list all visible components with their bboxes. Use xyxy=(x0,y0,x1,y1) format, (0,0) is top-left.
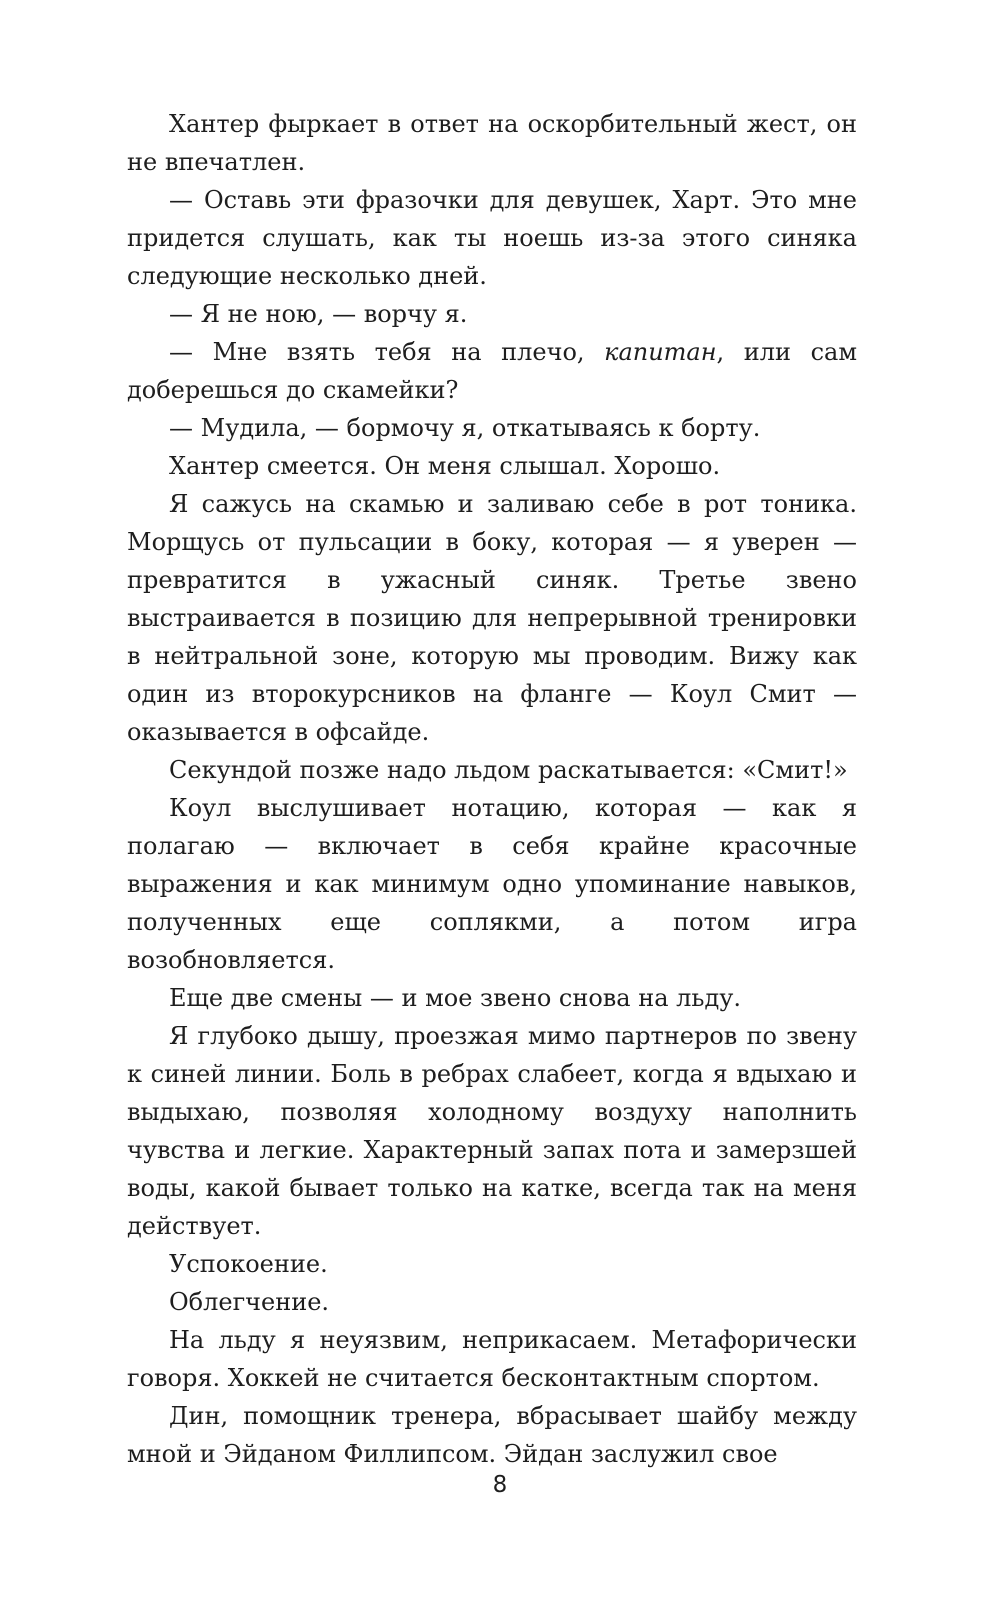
paragraph: — Я не ною, — ворчу я. xyxy=(169,300,468,328)
paragraph: Коул выслушивает нотацию, которая — как я полагаю — включает в себя крайне красочные выражения и как минимум одно упоминание навыков, полученных еще соплякми, а потом игра возобновляется. xyxy=(127,794,857,974)
italic-word: капитан xyxy=(604,338,717,366)
paragraph: Хантер смеется. Он меня слышал. Хорошо. xyxy=(169,452,721,480)
paragraph: Облегчение. xyxy=(169,1288,330,1316)
paragraph: — Мудила, — бормочу я, откатываясь к борту. xyxy=(169,414,761,442)
paragraph: Успокоение. xyxy=(169,1250,328,1278)
paragraph: Я глубоко дышу, проезжая мимо партнеров по звену к синей линии. Боль в ребрах слабеет, когда я вдыхаю и выдыхаю, позволяя холодному воздуху наполнить чувства и легкие. Характерный запах пота и замерзшей воды, какой бывает только на катке, всегда так на меня действует. xyxy=(127,1022,857,1240)
paragraph xyxy=(127,333,857,409)
text-run: — Мне взять тебя на плечо, xyxy=(169,338,605,366)
paragraph: — Оставь эти фразочки для девушек, Харт. Это мне придется слушать, как ты ноешь из-за этого синяка следующие несколько дней. xyxy=(127,186,857,290)
paragraph: Я сажусь на скамью и заливаю себе в рот тоника. Морщусь от пульсации в боку, которая — я уверен — превратится в ужасный синяк. Третье звено выстраивается в позицию для непрерывной тренировки в нейтральной зоне, которую мы проводим. Вижу как один из второкурсников на фланге — Коул Смит — оказывается в офсайде. xyxy=(127,490,857,746)
text-run: , или сам доберешься до скамейки? xyxy=(127,338,857,404)
paragraph: Секундой позже надо льдом раскатывается: «Смит!» xyxy=(169,756,848,784)
paragraph: Еще две смены — и мое звено снова на льду. xyxy=(169,984,742,1012)
paragraph: Хантер фыркает в ответ на оскорбительный жест, он не впечатлен. xyxy=(127,110,857,176)
paragraph: На льду я неуязвим, неприкасаем. Метафорически говоря. Хоккей не считается бесконтактным спортом. xyxy=(127,1326,857,1392)
paragraph: Дин, помощник тренера, вбрасывает шайбу между мной и Эйданом Филлипсом. Эйдан заслужил свое xyxy=(127,1402,857,1468)
page-number: 8 xyxy=(492,1472,508,1498)
body-text xyxy=(127,105,857,1473)
